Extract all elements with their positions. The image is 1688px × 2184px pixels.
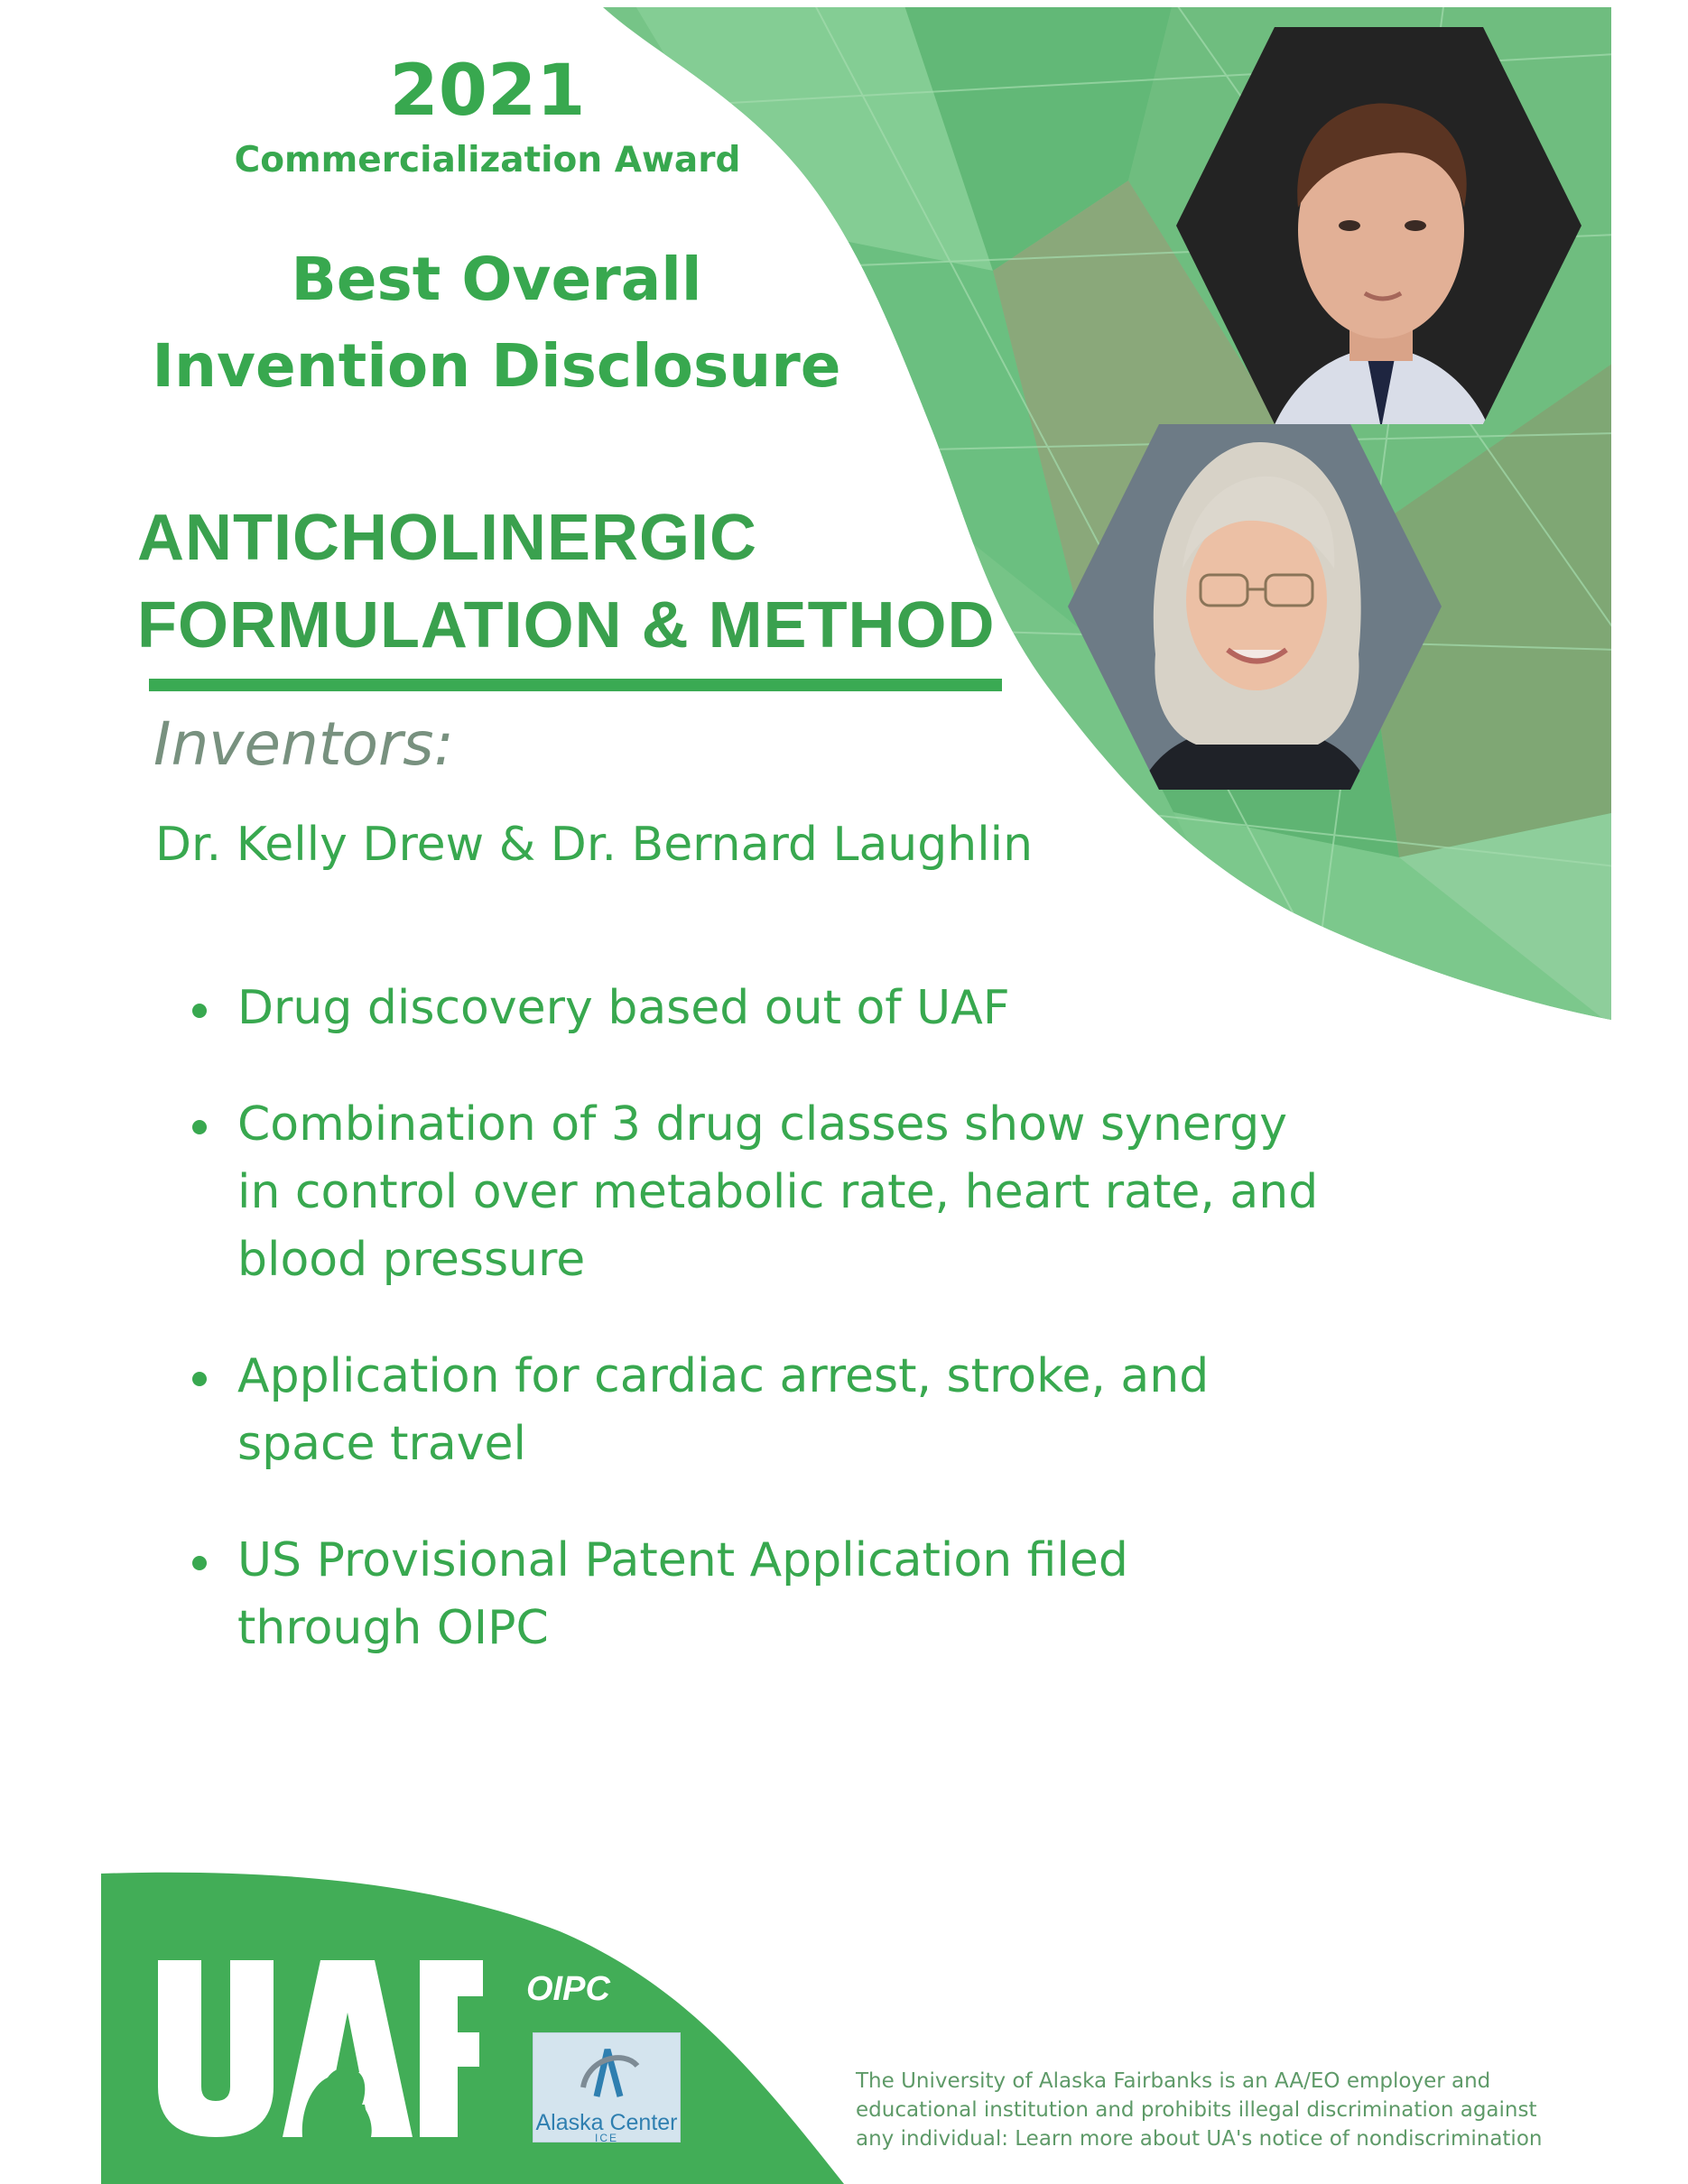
ice-logo-name: Alaska Center [535, 2110, 678, 2135]
project-title-line: ANTICHOLINERGIC [137, 502, 757, 574]
award-year: 2021 [389, 51, 586, 132]
list-item-line: US Provisional Patent Application filed [237, 1533, 1128, 1587]
notice-line: educational institution and prohibits illegal discrimination against [856, 2098, 1537, 2122]
project-title-line: FORMULATION & METHOD [137, 589, 996, 662]
list-item-line: Drug discovery based out of UAF [237, 981, 1010, 1035]
inventors-label: Inventors: [153, 709, 454, 779]
ice-mark-icon [533, 2033, 680, 2115]
inventors-names: Dr. Kelly Drew & Dr. Bernard Laughlin [155, 818, 1034, 872]
list-item-line: Application for cardiac arrest, stroke, and [237, 1349, 1210, 1403]
list-item-line: through OIPC [237, 1601, 549, 1655]
inventor-photo-male [1173, 23, 1584, 429]
list-item-line: in control over metabolic rate, heart rate, and [237, 1165, 1319, 1219]
list-item-line: space travel [237, 1417, 526, 1471]
list-item [185, 1343, 1449, 1478]
list-item [185, 1527, 1449, 1662]
award-title-line: Invention Disclosure [152, 331, 841, 401]
award-title [90, 236, 903, 410]
bullet-dot-icon [192, 1556, 207, 1570]
notice-line: The University of Alaska Fairbanks is an AA/EO employer and [856, 2069, 1491, 2093]
project-title [137, 495, 1040, 670]
list-item [185, 975, 1449, 1042]
bullet-dot-icon [192, 1372, 207, 1386]
list-item [185, 1091, 1449, 1294]
oipc-label: OIPC [526, 1970, 610, 2008]
bullet-dot-icon [192, 1120, 207, 1134]
uaf-logo [158, 1960, 483, 2141]
bullet-dot-icon [192, 1004, 207, 1018]
award-subtitle: Commercialization Award [234, 140, 741, 180]
list-item-line: Combination of 3 drug classes show synergy [237, 1097, 1288, 1152]
feature-list [185, 975, 1449, 1711]
list-item-line: blood pressure [237, 1233, 586, 1287]
notice-line: any individual: Learn more about UA's notice of nondiscrimination [856, 2127, 1543, 2151]
award-title-line: Best Overall [291, 245, 702, 314]
nondiscrimination-notice [856, 2067, 1668, 2153]
divider-rule [149, 679, 1002, 691]
trademark-mark: TM [441, 2118, 459, 2132]
inventor-photo-female [1065, 420, 1444, 794]
ice-logo-sub: ICE [594, 2132, 618, 2144]
